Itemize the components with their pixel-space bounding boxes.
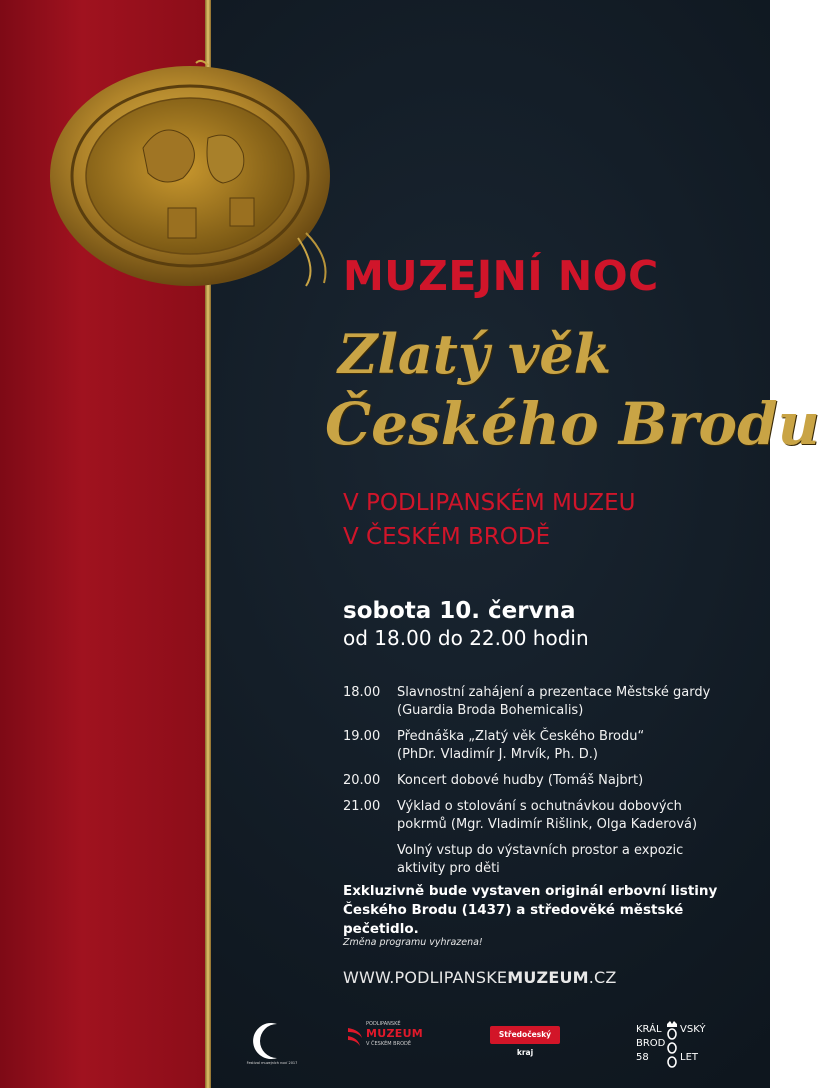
program-item [343, 728, 743, 764]
museum-logo-mark [346, 1024, 364, 1048]
program-time: 21.00 [343, 799, 381, 814]
museum-logo-top: PODLIPANSKÉ [366, 1021, 401, 1027]
kb-ovsky: VSKÝ [680, 1024, 706, 1035]
festival-logo-text: Festival muzejních nocí 2017 [246, 1061, 298, 1065]
kb-let: LET [680, 1052, 698, 1063]
program-item [343, 684, 743, 720]
sponsor-logos [0, 1000, 770, 1080]
program-desc-2: (PhDr. Vladimír J. Mrvík, Ph. D.) [397, 747, 598, 762]
exhibit-highlight [343, 882, 743, 939]
kralovsky-brod-logo [636, 1020, 726, 1070]
program-desc-2: pokrmů (Mgr. Vladimír Rišlink, Olga Kaderová) [397, 817, 698, 832]
program-change-notice: Změna programu vyhrazena! [343, 937, 483, 948]
kb-crown-icon [666, 1020, 678, 1070]
gold-seal-image [48, 58, 338, 288]
highlight-line2: Českého Brodu (1437) a středověké městské pečetidlo. [343, 902, 684, 937]
program-time: 18.00 [343, 685, 381, 700]
event-subtitle-line2: Českého Brodu [325, 390, 820, 458]
event-hours: od 18.00 do 22.00 hodin [343, 626, 589, 650]
venue-line1: V PODLIPANSKÉM MUZEU [343, 490, 636, 516]
program-desc-2: (Guardia Broda Bohemicalis) [397, 703, 584, 718]
museum-logo-main: MUZEUM [366, 1027, 424, 1040]
kb-brod: BROD [636, 1038, 666, 1049]
kb-kral: KRÁL [636, 1024, 662, 1035]
program-desc: Přednáška „Zlatý věk Českého Brodu“ [397, 729, 645, 744]
museum-logo-bottom: V ČESKÉM BRODĚ [366, 1041, 412, 1047]
program-item [343, 772, 743, 790]
highlight-line1: Exkluzivně bude vystaven originál erbovní listiny [343, 883, 718, 899]
event-title: MUZEJNÍ NOC [343, 252, 659, 300]
venue [343, 486, 635, 554]
website-link[interactable] [343, 968, 617, 987]
kb-58: 58 [636, 1052, 649, 1063]
free-entry-line1: Volný vstup do výstavních prostor a expozic [397, 843, 684, 858]
website-prefix: WWW.PODLIPANSKE [343, 968, 508, 987]
museum-logo [346, 1022, 436, 1052]
program-desc: Výklad o stolování s ochutnávkou dobových [397, 799, 682, 814]
festival-logo [247, 1016, 297, 1066]
website-bold: MUZEUM [507, 968, 589, 987]
program-list [343, 684, 743, 878]
program-item [343, 798, 743, 834]
event-date: sobota 10. června [343, 598, 576, 624]
program-time: 20.00 [343, 773, 381, 788]
event-subtitle-line1: Zlatý věk [338, 322, 612, 386]
program-time: 19.00 [343, 729, 381, 744]
website-suffix: .CZ [588, 968, 617, 987]
free-entry-note [397, 842, 743, 878]
kraj-logo-text: Středočeský kraj [498, 1030, 552, 1057]
free-entry-line2: aktivity pro děti [397, 861, 500, 876]
program-desc: Koncert dobové hudby (Tomáš Najbrt) [397, 773, 644, 788]
stredocesky-kraj-logo [490, 1026, 560, 1057]
venue-line2: V ČESKÉM BRODĚ [343, 524, 551, 550]
program-desc: Slavnostní zahájení a prezentace Městské gardy [397, 685, 711, 700]
